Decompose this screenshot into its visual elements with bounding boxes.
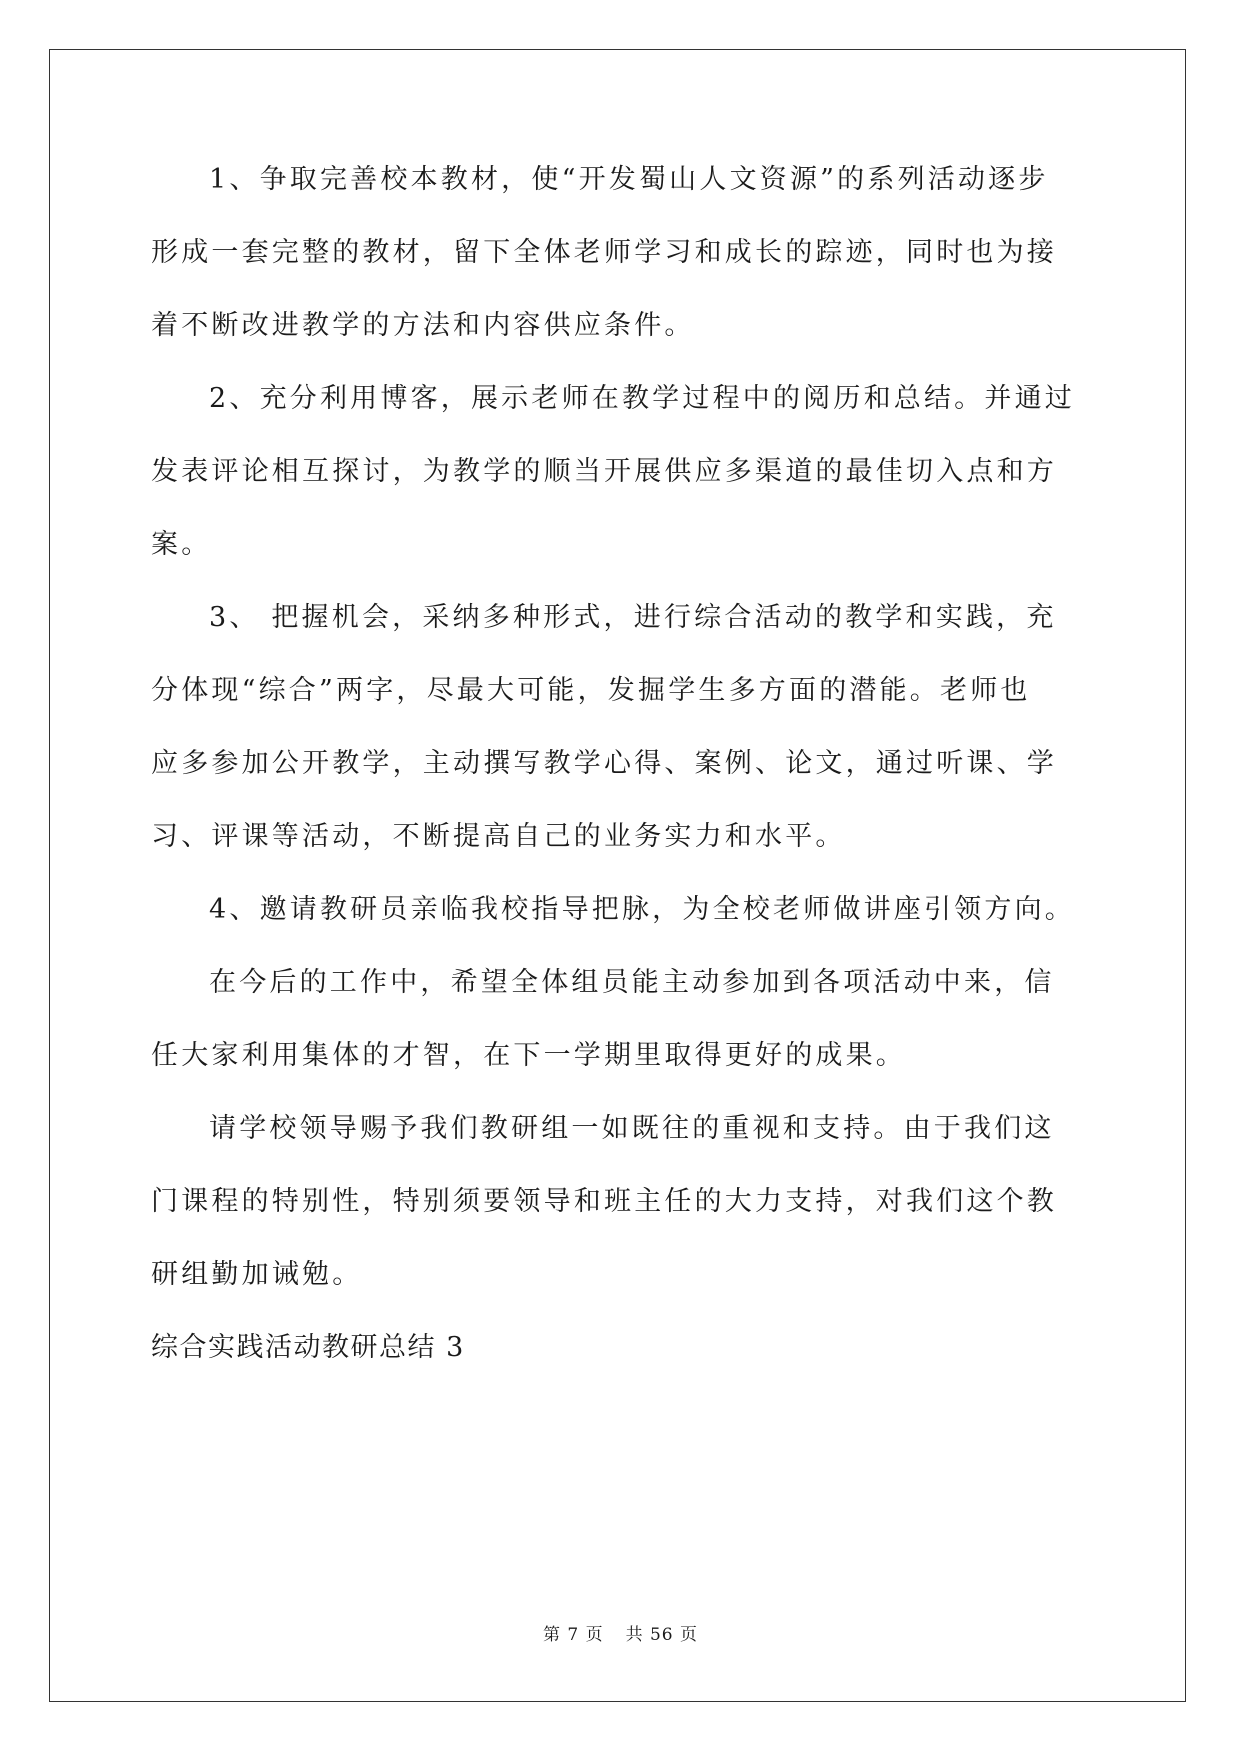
paragraph-3-line-1: 3、 把握机会，采纳多种形式，进行综合活动的教学和实践，充 bbox=[209, 602, 1057, 633]
paragraph-6-line-2: 门课程的特别性，特别须要领导和班主任的大力支持，对我们这个教 bbox=[151, 1186, 1057, 1217]
paragraph-3-line-3: 应多参加公开教学，主动撰写教学心得、案例、论文，通过听课、学 bbox=[151, 748, 1057, 779]
paragraph-1-line-1: 1、争取完善校本教材，使“开发蜀山人文资源”的系列活动逐步 bbox=[209, 164, 1049, 195]
paragraph-3-line-2: 分体现“综合”两字，尽最大可能，发掘学生多方面的潜能。老师也 bbox=[151, 675, 1031, 706]
paragraph-4-line-1: 4、邀请教研员亲临我校指导把脉，为全校老师做讲座引领方向。 bbox=[209, 894, 1075, 925]
paragraph-6-line-3: 研组勤加诫勉。 bbox=[151, 1259, 363, 1290]
paragraph-2-line-1: 2、充分利用博客，展示老师在教学过程中的阅历和总结。并通过 bbox=[209, 383, 1075, 414]
section-heading: 综合实践活动教研总结 3 bbox=[151, 1332, 465, 1363]
paragraph-5-line-2: 任大家利用集体的才智，在下一学期里取得更好的成果。 bbox=[151, 1040, 906, 1071]
paragraph-1-line-2: 形成一套完整的教材，留下全体老师学习和成长的踪迹，同时也为接 bbox=[151, 237, 1057, 268]
paragraph-6-line-1: 请学校领导赐予我们教研组一如既往的重视和支持。由于我们这 bbox=[209, 1113, 1055, 1144]
paragraph-2-line-3: 案。 bbox=[151, 529, 212, 560]
paragraph-5-line-1: 在今后的工作中，希望全体组员能主动参加到各项活动中来，信 bbox=[209, 967, 1055, 998]
page-border bbox=[49, 49, 1186, 1702]
page-number: 第 7 页 bbox=[542, 1625, 604, 1645]
paragraph-1-line-3: 着不断改进教学的方法和内容供应条件。 bbox=[151, 310, 695, 341]
paragraph-2-line-2: 发表评论相互探讨，为教学的顺当开展供应多渠道的最佳切入点和方 bbox=[151, 456, 1057, 487]
page-footer bbox=[0, 1620, 1241, 1645]
total-pages: 共 56 页 bbox=[625, 1625, 699, 1645]
paragraph-3-line-4: 习、评课等活动，不断提高自己的业务实力和水平。 bbox=[151, 821, 846, 852]
